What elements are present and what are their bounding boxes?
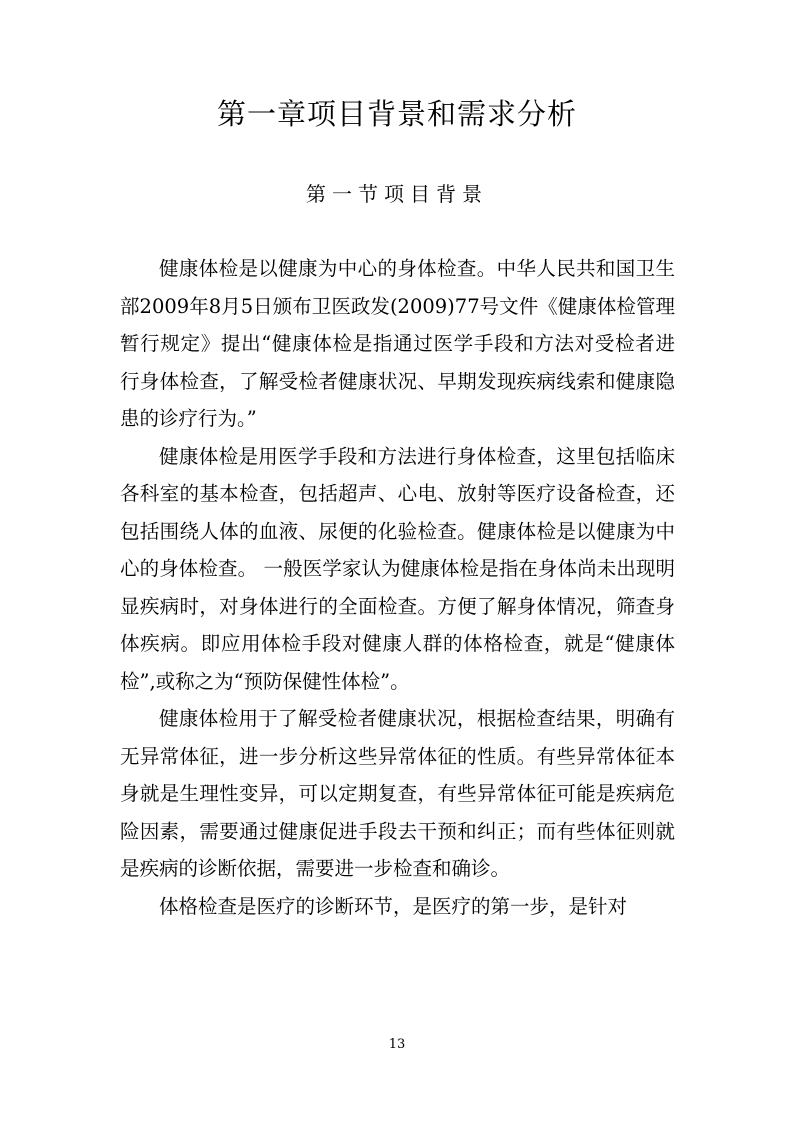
paragraph: 健康体检是以健康为中心的身体检查。中华人民共和国卫生部2009年8月5日颁布卫医政发(2009)77号文件《健康体检管理暂行规定》提出“健康体检是指通过医学手段和方法对受检者进行身体检查，了解受检者健康状况、早期发现疾病线索和健康隐患的诊疗行为。” (120, 257, 675, 430)
chapter-title: 第一章项目背景和需求分析 (216, 97, 577, 131)
page-number: 13 (388, 1037, 406, 1052)
section-title: 第一节项目背景 (306, 182, 488, 206)
paragraph: 健康体检是用医学手段和方法进行身体检查，这里包括临床各科室的基本检查，包括超声、心电、放射等医疗设备检查，还包括围绕人体的血液、尿便的化验检查。健康体检是以健康为中心的身体检查。 一般医学家认为健康体检是指在身体尚未出现明显疾病时，对身体进行的全面检查。方便了解身体情况，筛查身体疾病。即应用体检手段对健康人群的体格检查，就是“健康体检”,或称之为“预防保健性体检”。 (120, 444, 675, 693)
paragraph: 体格检查是医疗的诊断环节，是医疗的第一步，是针对 (159, 894, 628, 918)
paragraph: 健康体检用于了解受检者健康状况，根据检查结果，明确有无异常体征，进一步分析这些异常体征的性质。有些异常体征本身就是生理性变异，可以定期复查，有些异常体征可能是疾病危险因素，需要通过健康促进手段去干预和纠正；而有些体征则就是疾病的诊断依据，需要进一步检查和确诊。 (120, 707, 675, 880)
body-text (120, 250, 675, 925)
